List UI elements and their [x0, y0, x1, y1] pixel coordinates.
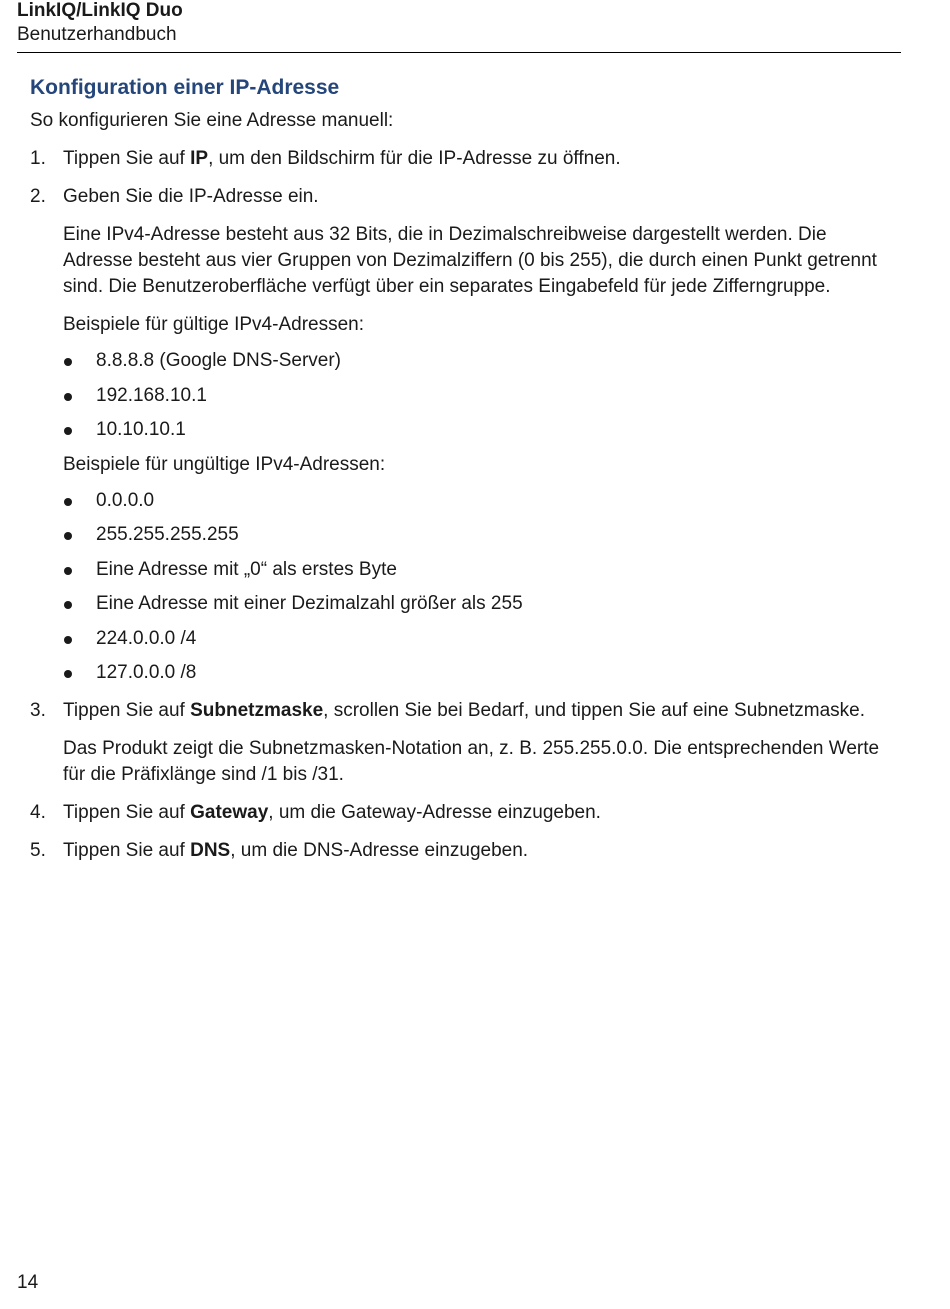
step-detail: Das Produkt zeigt die Subnetzmasken-Notation an, z. B. 255.255.0.0. Die entsprechenden Werte für die Präfixlänge sind /1 bis /31. — [63, 738, 880, 785]
step-5 — [30, 838, 900, 864]
document-title: LinkIQ/LinkIQ Duo — [17, 0, 183, 21]
document-subtitle: Benutzerhandbuch — [17, 24, 177, 45]
list-item-text: 8.8.8.8 (Google DNS-Server) — [96, 350, 341, 371]
page-number: 14 — [17, 1272, 39, 1293]
step-text-post: , um den Bildschirm für die IP-Adresse zu öffnen. — [208, 148, 621, 169]
step-number: 4. — [30, 802, 46, 823]
list-item-text: Eine Adresse mit „0“ als erstes Byte — [96, 558, 397, 580]
list-item-text: Eine Adresse mit einer Dezimalzahl größer als 255 — [96, 593, 523, 614]
header-divider — [17, 52, 901, 53]
step-text: Geben Sie die IP-Adresse ein. — [63, 186, 319, 207]
bullet-icon — [64, 393, 72, 401]
list-item — [63, 348, 900, 374]
bullet-icon — [64, 498, 72, 506]
step-keyword: Subnetzmaske — [190, 700, 324, 721]
step-3 — [30, 698, 900, 788]
step-text — [63, 800, 900, 826]
list-item-text: 255.255.255.255 — [96, 524, 239, 545]
step-text-post: , scrollen Sie bei Bedarf, und tippen Sie auf eine Subnetzmaske. — [323, 700, 865, 721]
step-keyword: Gateway — [190, 802, 269, 823]
bullet-icon — [64, 358, 72, 366]
list-item-text: 192.168.10.1 — [96, 384, 207, 406]
list-item — [63, 557, 900, 583]
list-item — [63, 383, 900, 409]
valid-examples-heading: Beispiele für gültige IPv4-Adressen: — [63, 314, 364, 335]
step-number: 5. — [30, 840, 46, 861]
step-number: 2. — [30, 186, 46, 207]
section-intro: So konfigurieren Sie eine Adresse manuell: — [30, 110, 394, 131]
step-keyword: DNS — [190, 840, 231, 861]
step-text-post: , um die DNS-Adresse einzugeben. — [230, 840, 529, 861]
section-title: Konfiguration einer IP-Adresse — [30, 76, 340, 99]
page-header — [17, 0, 901, 47]
step-text-post: , um die Gateway-Adresse einzugeben. — [268, 802, 601, 823]
bullet-icon — [64, 532, 72, 540]
steps-list — [30, 146, 900, 864]
step-1 — [30, 146, 900, 172]
list-item-text: 127.0.0.0 /8 — [96, 662, 197, 683]
list-item — [63, 522, 900, 548]
valid-examples-list — [63, 348, 900, 443]
list-item-text: 224.0.0.0 /4 — [96, 627, 197, 649]
step-text-pre: Tippen Sie auf — [63, 148, 191, 169]
step-text-pre: Tippen Sie auf — [63, 802, 191, 823]
invalid-examples-heading: Beispiele für ungültige IPv4-Adressen: — [63, 453, 386, 475]
step-text-pre: Tippen Sie auf — [63, 840, 191, 861]
step-2 — [30, 184, 900, 686]
bullet-icon — [64, 670, 72, 678]
step-4 — [30, 800, 900, 826]
list-item — [63, 591, 900, 617]
step-keyword: IP — [190, 148, 209, 169]
list-item — [63, 488, 900, 514]
step-number: 3. — [30, 700, 46, 721]
bullet-icon — [64, 601, 72, 609]
step-number: 1. — [30, 148, 46, 169]
step-detail: Eine IPv4-Adresse besteht aus 32 Bits, die in Dezimalschreibweise dargestellt werden. Die Adresse besteht aus vier Gruppen von Dezimalziffern (0 bis 255), die durch einen Punkt getrennt sind. Die Benutzeroberfläche verfügt über ein separates Eingabefeld für jede Zifferngruppe. — [63, 224, 877, 297]
bullet-icon — [64, 427, 72, 435]
step-text — [63, 838, 900, 864]
page-content — [30, 74, 900, 876]
step-text — [63, 146, 900, 172]
bullet-icon — [64, 636, 72, 644]
list-item-text: 10.10.10.1 — [96, 419, 186, 440]
step-text — [63, 698, 900, 724]
bullet-icon — [64, 567, 72, 575]
invalid-examples-list — [63, 488, 900, 687]
list-item — [63, 660, 900, 686]
step-text-pre: Tippen Sie auf — [63, 700, 191, 721]
list-item — [63, 626, 900, 652]
list-item-text: 0.0.0.0 — [96, 489, 155, 511]
list-item — [63, 417, 900, 443]
